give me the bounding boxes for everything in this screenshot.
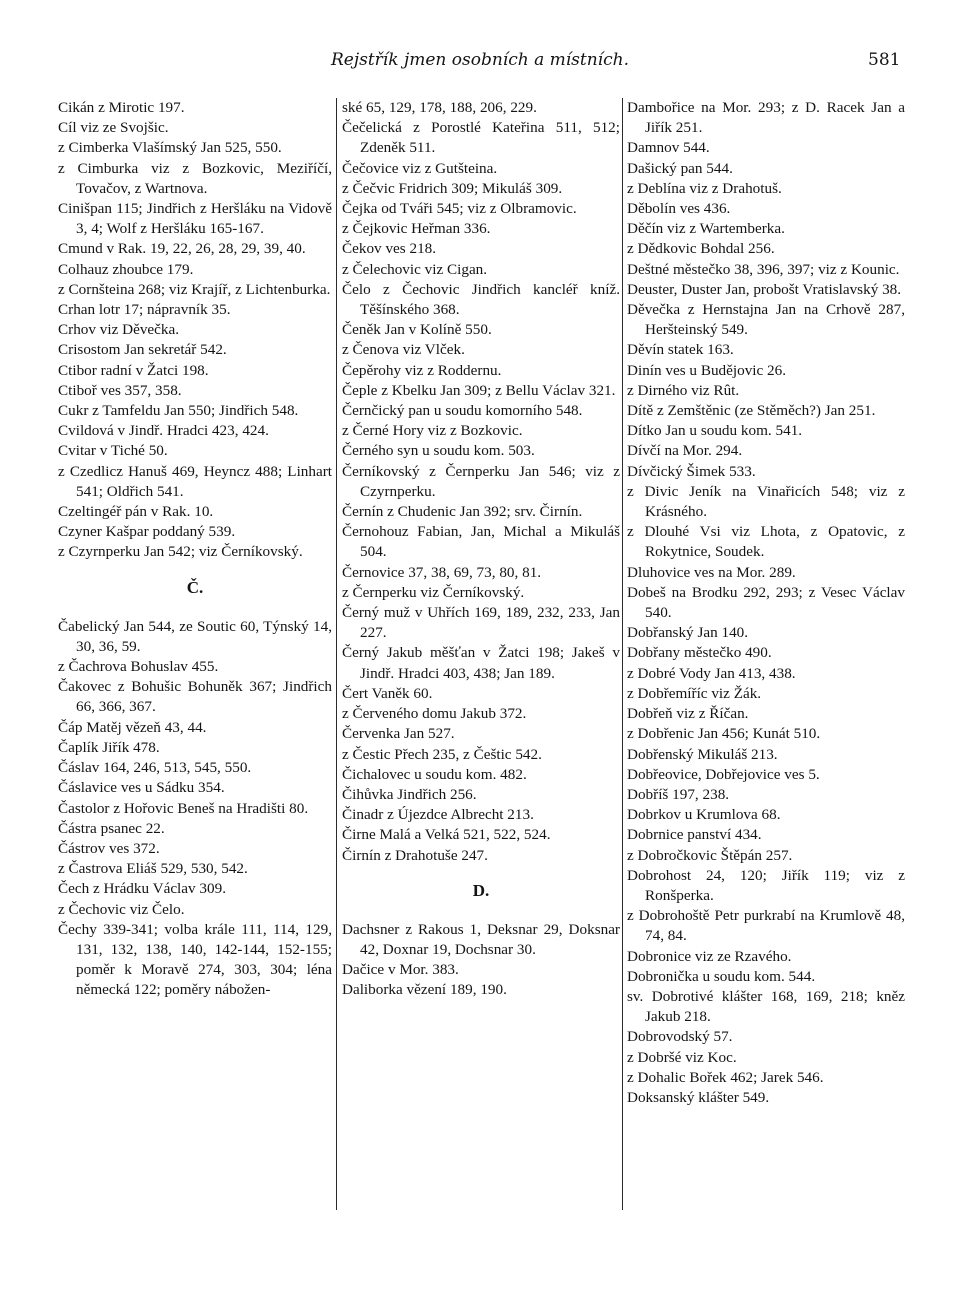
index-entry: Dobronička u soudu kom. 544. [627,967,816,985]
index-entry: Dobřeň viz z Říčan. [627,705,749,723]
index-entry: Dobříš 197, 238. [627,785,730,803]
index-entry: z Czedlicz Hanuš 469, Heyncz 488; Linhart 541; Oldřich 541. [58,462,332,500]
index-entry: Částrov ves 372. [58,839,160,857]
running-head: Rejstřík jmen osobních a místních. [330,50,629,70]
index-entry: Častolor z Hořovic Beneš na Hradišti 80. [58,799,309,817]
index-entry: Colhauz zhoubce 179. [58,260,194,278]
index-entry: ské 65, 129, 178, 188, 206, 229. [342,99,537,116]
index-entry: Dobeš na Brodku 292, 293; z Vesec Václav 540. [627,583,905,622]
index-column-3 [627,98,905,1108]
index-entry: Dachsner z Rakous 1, Deksnar 29, Doksnar 42, Doxnar 19, Dochsnar 30. [342,920,620,958]
section-heading: D. [472,880,490,900]
column-rule [622,98,623,1210]
index-entry: Čekov ves 218. [342,240,437,258]
index-entry: Částra psanec 22. [58,819,165,837]
index-entry: Dívčický Šimek 533. [627,462,756,480]
index-entry: Deuster, Duster Jan, probošt Vratislavský 38. [627,280,902,298]
index-entry: Daliborka vězení 189, 190. [342,981,507,999]
index-entry: sv. Dobrotivé klášter 168, 169, 218; kněz Jakub 218. [627,987,905,1026]
index-entry: z Cornšteina 268; viz Krajíř, z Lichtenburka. [58,280,331,298]
index-entry: z Dobřenic Jan 456; Kunát 510. [627,725,821,743]
index-entry: z Častrova Eliáš 529, 530, 542. [58,860,248,878]
index-entry: Černín z Chudenic Jan 392; srv. Čirnín. [342,503,583,521]
index-entry: z Dobršé viz Koc. [627,1048,737,1066]
index-entry: Dluhovice ves na Mor. 289. [627,563,796,581]
column-rule [336,98,337,1210]
index-entry: z Čachrova Bohuslav 455. [58,658,219,676]
index-entry: Cvildová v Jindř. Hradci 423, 424. [58,422,269,440]
index-entry: Čirnín z Drahotuše 247. [342,846,488,864]
index-entry: Čelo z Čechovic Jindřich kancléř kníž. Těšínského 368. [342,280,620,319]
index-entry: Dobřanský Jan 140. [627,624,749,642]
index-entry: Dobronice viz ze Rzavého. [627,947,792,965]
index-entry: z Cimburka viz z Bozkovic, Meziříčí, Tovačov, z Wartnova. [58,159,332,197]
index-entry: Cíl viz ze Svojšic. [58,119,169,137]
index-entry: Cukr z Tamfeldu Jan 550; Jindřich 548. [58,402,299,420]
index-entry: Dašický pan 544. [627,159,733,177]
index-entry: z Dobročkovic Štěpán 257. [627,846,793,864]
index-entry: Čichalovec u soudu kom. 482. [342,765,527,783]
index-entry: Čirne Malá a Velká 521, 522, 524. [342,826,551,844]
index-entry: Dobřany městečko 490. [627,644,772,662]
index-entry: Čeněk Jan v Kolíně 550. [342,321,492,339]
index-entry: Černý muž v Uhřích 169, 189, 232, 233, Jan 227. [342,604,620,642]
index-entry: Crhan lotr 17; nápravník 35. [58,301,231,319]
index-column-1 [58,98,332,1001]
index-entry: Dobrovodský 57. [627,1028,733,1046]
index-entry: Čejka od Tváři 545; viz z Olbramovic. [342,200,577,218]
index-entry: Čert Vaněk 60. [342,684,433,702]
index-entry: Čihůvka Jindřich 256. [342,785,477,803]
index-entry: Dobrohost 24, 120; Jiřík 119; viz z Ronšperka. [627,866,905,904]
index-entry: Ctibor radní v Žatci 198. [58,361,209,379]
index-entry: Děbolín ves 436. [627,200,731,218]
index-entry: Červenka Jan 527. [342,725,455,743]
index-entry: z Dobrohoště Petr purkrabí na Krumlově 48, 74, 84. [627,907,905,945]
index-entry: Čech z Hrádku Václav 309. [58,880,226,898]
index-entry: Čečelická z Porostlé Kateřina 511, 512; Zdeněk 511. [342,119,620,157]
index-entry: Černý Jakub měšťan v Žatci 198; Jakeš v Jindř. Hradci 403, 438; Jan 189. [342,644,620,682]
index-entry: Cvitar v Tiché 50. [58,442,168,460]
index-entry: Ctiboř ves 357, 358. [58,381,182,399]
index-entry: Děvečka z Hernstajna Jan na Crhově 287, Heršteinský 549. [627,301,905,339]
index-entry: Černohouz Fabian, Jan, Michal a Mikuláš 504. [342,523,620,561]
index-entry: Cinišpan 115; Jindřich z Heršláku na Vidově 3, 4; Wolf z Heršláku 165-167. [58,200,332,238]
index-entry: Černovice 37, 38, 69, 73, 80, 81. [342,563,542,581]
index-entry: Dívčí na Mor. 294. [627,442,743,460]
index-entry: Čečovice viz z Gutšteina. [342,159,498,177]
index-entry: z Čečvic Fridrich 309; Mikuláš 309. [342,179,563,197]
index-entry: Činadr z Újezdce Albrecht 213. [342,806,534,824]
index-entry: Černíkovský z Černperku Jan 546; viz z Czyrnperku. [342,462,620,500]
index-entry: Čáslav 164, 246, 513, 545, 550. [58,759,252,777]
index-entry: Čabelický Jan 544, ze Soutic 60, Týnský 14, 30, 36, 59. [58,617,332,655]
index-entry: Čechy 339-341; volba krále 111, 114, 129, 131, 132, 138, 140, 142-144, 152-155; poměr k Moravě 274, 303, 304; léna německá 122; poměry nábožen- [58,920,332,999]
index-entry: Černčický pan u soudu komorního 548. [342,402,583,420]
index-entry: z Dohalic Bořek 462; Jarek 546. [627,1068,824,1086]
section-heading: Č. [186,577,204,597]
index-entry: z Černé Hory viz z Bozkovic. [342,422,523,440]
index-entry: Crhov viz Děvečka. [58,321,180,339]
index-entry: Dinín ves u Budějovic 26. [627,361,787,379]
index-entry: Dobrkov u Krumlova 68. [627,806,781,824]
index-entry: Czyner Kašpar poddaný 539. [58,523,236,541]
index-entry: Děvín statek 163. [627,341,734,359]
index-entry: Deštné městečko 38, 396, 397; viz z Kounic. [627,260,900,278]
index-entry: Čaplík Jiřík 478. [58,738,160,756]
index-entry: Dítě z Zemštěnic (ze Stěměch?) Jan 251. [627,402,876,420]
index-entry: z Čenova viz Vlček. [342,341,465,359]
index-entry: Čáslavice ves u Sádku 354. [58,779,225,797]
index-entry: Cikán z Mirotic 197. [58,99,185,116]
index-entry: Čakovec z Bohušic Bohuněk 367; Jindřich 66, 366, 367. [58,678,332,716]
index-entry: z Černperku viz Černíkovský. [342,583,525,601]
index-entry: Černého syn u soudu kom. 503. [342,442,535,460]
index-entry: Čepěrohy viz z Roddernu. [342,361,502,379]
index-entry: z Dlouhé Vsi viz Lhota, z Opatovic, z Rokytnice, Soudek. [627,523,905,561]
index-entry: Crisostom Jan sekretář 542. [58,341,227,359]
index-entry: z Dobřemíříc viz Žák. [627,684,762,702]
index-entry: Dobřenský Mikuláš 213. [627,745,778,763]
index-entry: Czeltingéř pán v Rak. 10. [58,503,214,521]
index-entry: Dobřeovice, Dobřejovice ves 5. [627,765,820,783]
index-entry: z Čelechovic viz Cigan. [342,260,488,278]
index-entry: Čeple z Kbelku Jan 309; z Bellu Václav 321. [342,381,616,399]
index-entry: z Dědkovic Bohdal 256. [627,240,775,258]
page-number: 581 [868,50,901,70]
index-entry: z Divic Jeník na Vinařicích 548; viz z Krásného. [627,482,905,521]
index-entry: z Červeného domu Jakub 372. [342,705,527,723]
index-entry: Čáp Matěj vězeň 43, 44. [58,718,207,736]
index-entry: z Cimberka Vlašímský Jan 525, 550. [58,139,282,157]
index-entry: Damnov 544. [627,139,710,157]
index-entry: z Čechovic viz Čelo. [58,900,185,918]
index-entry: z Dirného viz Rût. [627,381,740,399]
index-entry: Cmund v Rak. 19, 22, 26, 28, 29, 39, 40. [58,240,306,258]
index-entry: Doksanský klášter 549. [627,1088,770,1106]
index-entry: z Čestic Přech 235, z Češtic 542. [342,745,542,763]
index-entry: z Čejkovic Heřman 336. [342,220,491,238]
index-entry: z Dobré Vody Jan 413, 438. [627,664,796,682]
index-entry: z Czyrnperku Jan 542; viz Černíkovský. [58,543,303,561]
index-entry: Dambořice na Mor. 293; z D. Racek Jan a Jiřík 251. [627,99,905,137]
index-entry: Dobrnice panství 434. [627,826,762,844]
index-entry: z Deblína viz z Drahotuš. [627,179,782,197]
index-column-2 [342,98,620,1001]
index-entry: Dačice v Mor. 383. [342,961,459,979]
index-entry: Děčín viz z Wartemberka. [627,220,785,238]
index-entry: Dítko Jan u soudu kom. 541. [627,422,803,440]
